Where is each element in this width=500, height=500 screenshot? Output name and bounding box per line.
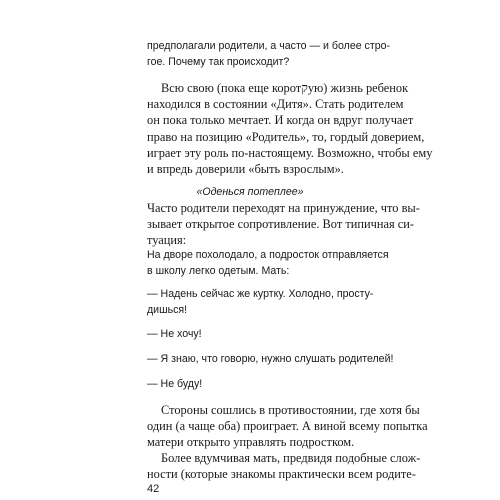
paragraph-line: играет эту роль по-настоящему. Возможно, чтобы ему bbox=[147, 145, 433, 160]
paragraph-line: Часто родители переходят на принуждение, что вы- bbox=[147, 201, 420, 215]
paragraph-line: Всю свою (пока еще коротקую) жизнь ребенок bbox=[161, 81, 409, 95]
quote-line: гое. Почему так происходит? bbox=[147, 56, 290, 69]
dialog-line: — Не буду! bbox=[147, 378, 203, 390]
dialog-text: — Надень сейчас же куртку. Холодно, просту- bbox=[147, 288, 374, 300]
paragraph-line: один (а чаще оба) проиграет. А виной всему попытка bbox=[147, 419, 428, 434]
body-paragraph bbox=[147, 200, 420, 249]
body-paragraph bbox=[147, 80, 432, 177]
paragraph-line: находился в состоянии «Дитя». Стать родителем bbox=[147, 97, 404, 112]
quote-continuation bbox=[147, 38, 390, 70]
paragraph-line: Более вдумчивая мать, предвидя подобные слож- bbox=[161, 451, 421, 465]
paragraph-line: матери открыто управлять подростком. bbox=[147, 435, 355, 450]
example-line: в школу легко одетым. Мать: bbox=[147, 265, 290, 278]
dialog-line: — Я знаю, что говорю, нужно слушать родителей! bbox=[147, 353, 394, 365]
paragraph-line: право на позицию «Родитель», то, гордый доверием, bbox=[147, 129, 425, 144]
page-number: 42 bbox=[147, 483, 160, 495]
dialog-line: — Не хочу! bbox=[147, 328, 202, 340]
body-paragraph bbox=[147, 402, 428, 451]
body-paragraph bbox=[147, 450, 420, 482]
paragraph-line: зывает открытое сопротивление. Вот типичная си- bbox=[147, 217, 415, 232]
paragraph-line: ности (которые знакомы практически всем родите- bbox=[147, 467, 416, 482]
dialog-line bbox=[147, 286, 373, 318]
section-heading: «Оденься потеплее» bbox=[196, 186, 304, 198]
paragraph-line: и впредь доверили «быть взрослым». bbox=[147, 162, 344, 177]
example-intro bbox=[147, 247, 389, 279]
quote-line: предполагали родители, а часто — и более стро- bbox=[147, 40, 391, 52]
paragraph-line: Стороны сошлись в противостоянии, где хотя бы bbox=[161, 403, 420, 417]
dialog-text: дишься! bbox=[147, 304, 188, 317]
paragraph-line: туация: bbox=[147, 233, 187, 248]
paragraph-line: он пока только мечтает. И когда он вдруг получает bbox=[147, 113, 414, 128]
example-line: На дворе похолодало, а подросток отправляется bbox=[147, 249, 389, 261]
